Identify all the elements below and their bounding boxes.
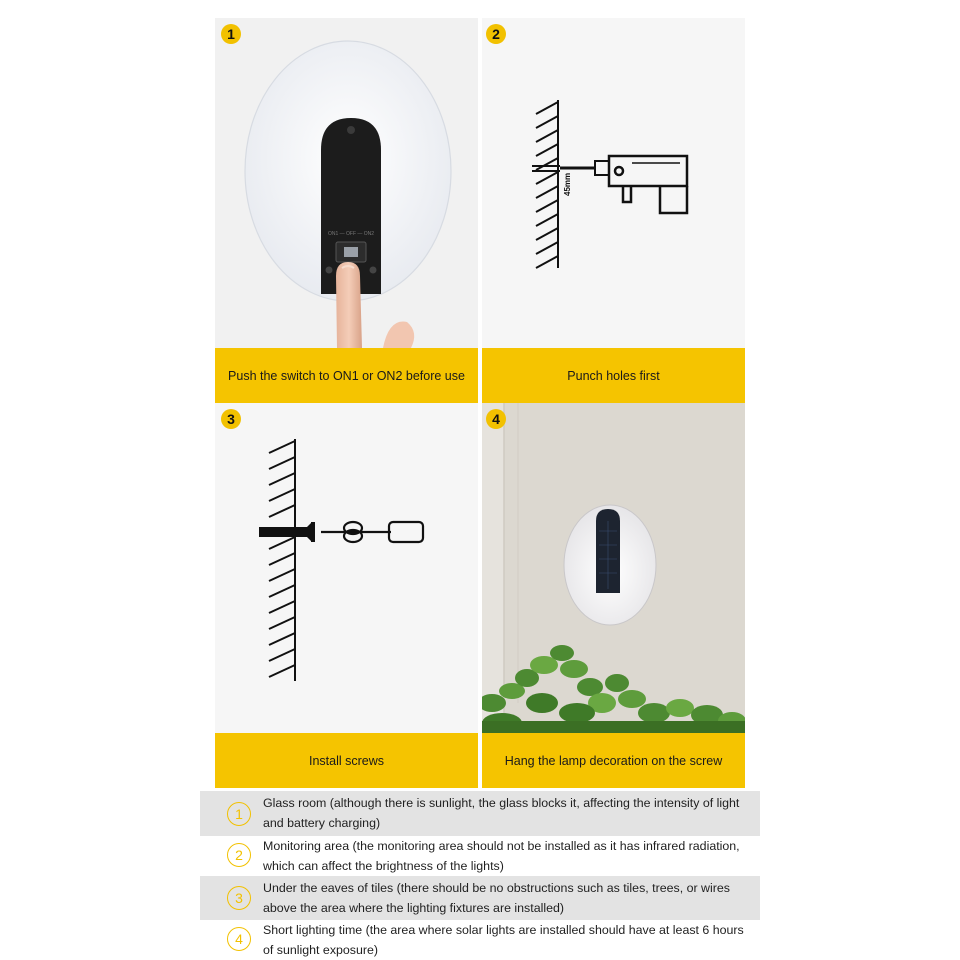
step-2-panel <box>482 18 745 403</box>
step-4-caption: Hang the lamp decoration on the screw <box>482 733 745 788</box>
step-3-badge: 3 <box>221 409 241 429</box>
step-4-panel <box>482 403 745 788</box>
step-3-panel <box>215 403 478 788</box>
depth-label: 45mm <box>563 172 572 196</box>
note-4-text: Short lighting time (the area where solar lights are installed should have at least 6 hours of sunlight exposure) <box>263 923 744 957</box>
note-3 <box>200 876 760 920</box>
note-4-number: 4 <box>227 927 251 951</box>
lamp-switch-photo <box>215 18 478 348</box>
note-1-number: 1 <box>227 802 251 826</box>
step-3-caption: Install screws <box>215 733 478 788</box>
installed-lamp-photo <box>482 403 745 733</box>
drill-diagram <box>482 18 745 348</box>
note-2-number: 2 <box>227 843 251 867</box>
step-4-badge: 4 <box>486 409 506 429</box>
note-4 <box>200 918 760 960</box>
note-3-number: 3 <box>227 886 251 910</box>
note-3-text: Under the eaves of tiles (there should be no obstructions such as tiles, trees, or wires above the area where the lighting fixtures are installed) <box>263 881 730 915</box>
note-1 <box>200 791 760 836</box>
switch-label: ON1 — OFF — ON2 <box>327 231 375 237</box>
step-2-badge: 2 <box>486 24 506 44</box>
step-2-caption: Punch holes first <box>482 348 745 403</box>
step-1-caption: Push the switch to ON1 or ON2 before use <box>215 348 478 403</box>
finger <box>336 262 362 348</box>
note-1-text: Glass room (although there is sunlight, the glass blocks it, affecting the intensity of light and battery charging) <box>263 796 740 830</box>
screw-diagram <box>215 403 478 733</box>
note-2-text: Monitoring area (the monitoring area should not be installed as it has infrared radiation, which can affect the brightness of the lights) <box>263 839 740 873</box>
step-1-panel <box>215 18 478 403</box>
note-2 <box>200 834 760 876</box>
step-1-badge: 1 <box>221 24 241 44</box>
